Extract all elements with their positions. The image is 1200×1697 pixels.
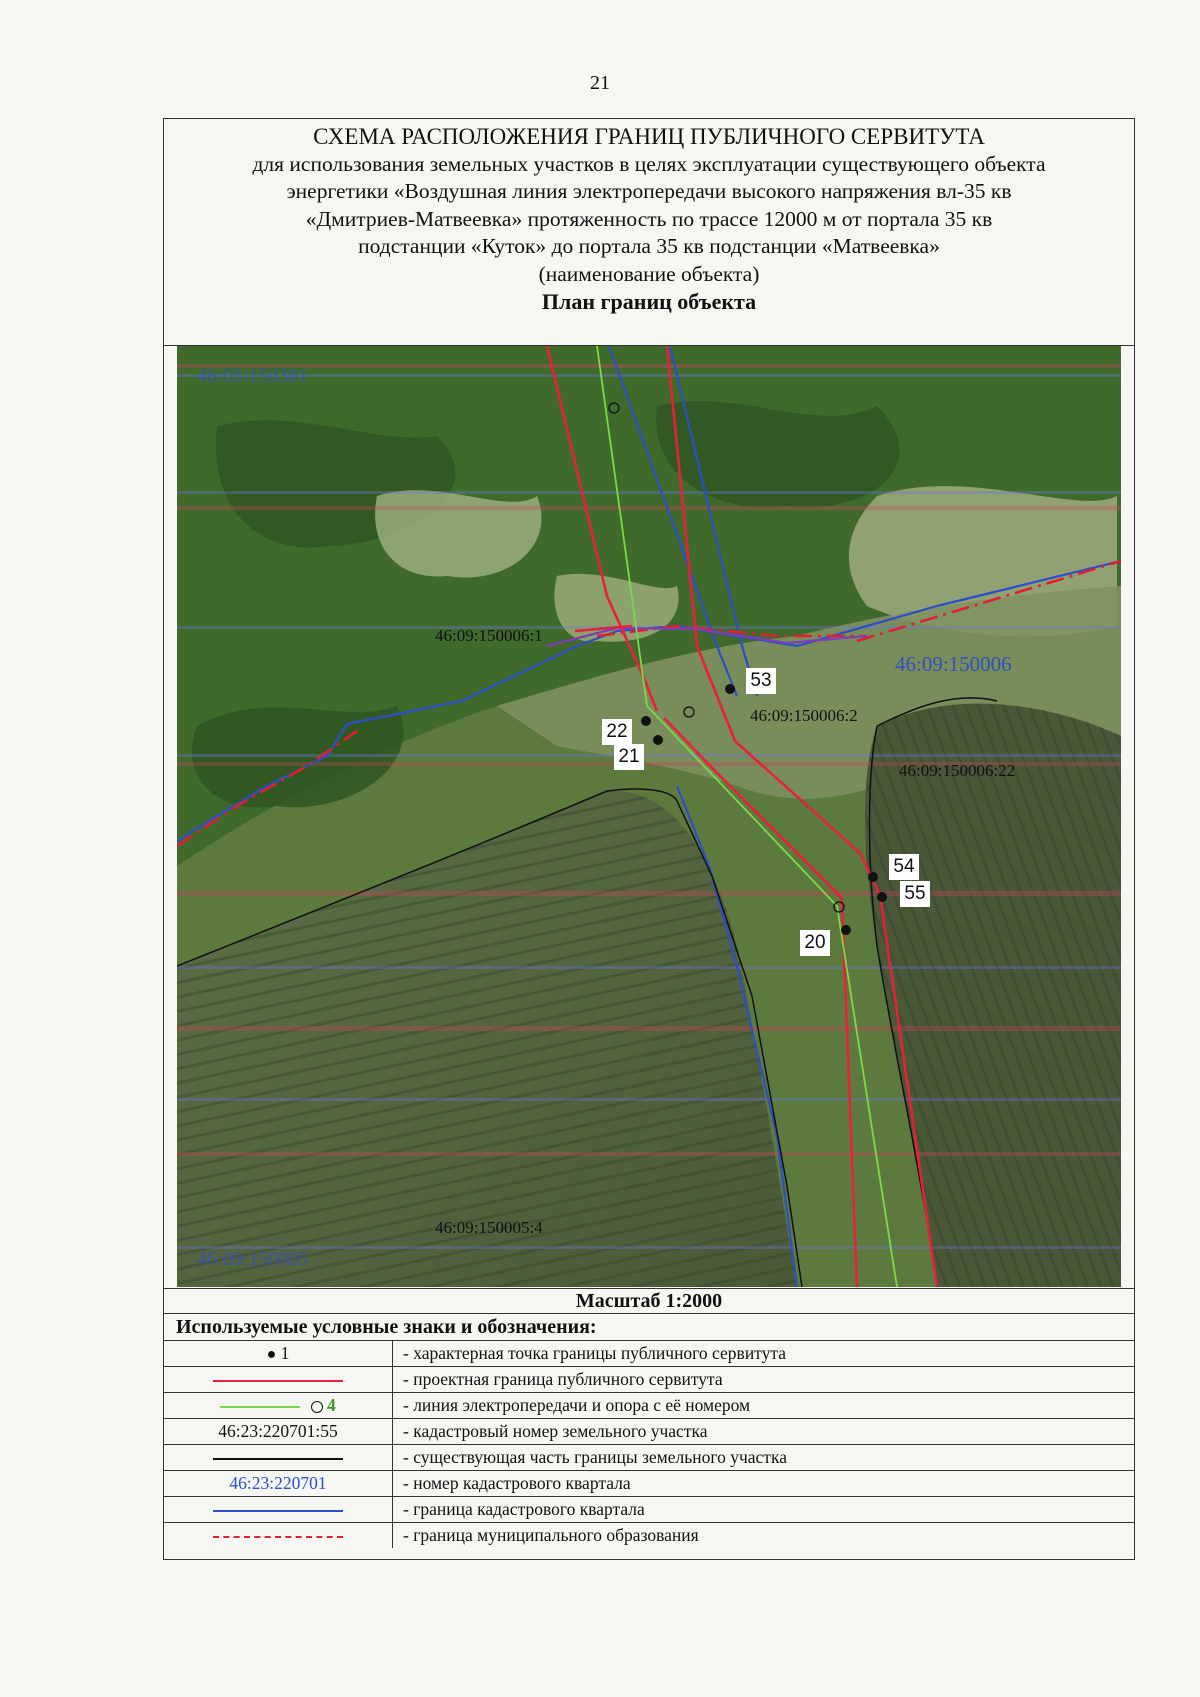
legend-row (164, 1523, 1134, 1549)
legend-description: - кадастровый номер земельного участка (393, 1419, 1135, 1445)
power-pole-icon (311, 1401, 323, 1413)
point-number: 55 (904, 883, 926, 904)
legend-description: - номер кадастрового квартала (393, 1471, 1135, 1497)
schema-header (164, 119, 1134, 346)
schema-frame (163, 118, 1135, 1560)
quarter-label: 46:09:150006 (895, 652, 1012, 676)
quarter-boundary-line-icon (213, 1510, 343, 1512)
parcel-label: 46:09:150006:2 (750, 706, 858, 725)
parcel-boundary-line-icon (213, 1458, 343, 1460)
legend-description: - линия электропередачи и опора с её номером (393, 1393, 1135, 1419)
plan-title: План границ объекта (541, 289, 757, 314)
map-scale: Масштаб 1:2000 (164, 1288, 1134, 1314)
point-number: 20 (804, 932, 826, 953)
legend-symbol-text: 1 (280, 1343, 290, 1363)
legend-symbol-text: 46:23:220701 (164, 1471, 393, 1497)
legend-symbol (164, 1497, 393, 1523)
legend-description: - существующая часть границы земельного участка (393, 1445, 1135, 1471)
page-number: 21 (590, 72, 610, 94)
legend-description: - проектная граница публичного сервитута (393, 1367, 1135, 1393)
point-number: 53 (750, 670, 772, 691)
legend-symbol (164, 1367, 393, 1393)
parcel-label: 46:09:150006:22 (899, 761, 1016, 780)
legend-row (164, 1497, 1134, 1523)
legend-symbol (164, 1445, 393, 1471)
parcel-label: 46:09:150006:1 (435, 626, 543, 645)
object-description-line-3: «Дмитриев-Матвеевка» протяженность по трассе 12000 м от портала 35 кв (305, 206, 993, 231)
map-canvas (177, 346, 1121, 1287)
object-caption: (наименование объекта) (538, 261, 760, 286)
legend-symbol (164, 1393, 393, 1419)
legend-row (164, 1341, 1134, 1367)
quarter-label: 46:05:150301 (197, 365, 309, 387)
point-number: 21 (618, 746, 640, 767)
legend-row (164, 1367, 1134, 1393)
power-line-icon (220, 1406, 300, 1408)
municipal-boundary-line-icon (213, 1536, 343, 1538)
legend-row (164, 1419, 1134, 1445)
legend-row (164, 1393, 1134, 1419)
legend-row (164, 1471, 1134, 1497)
legend-symbol-text: 46:23:220701:55 (164, 1419, 393, 1445)
point-number: 22 (606, 721, 628, 742)
point-marker-icon: ● (266, 1346, 277, 1363)
legend-description: - граница кадастрового квартала (393, 1497, 1135, 1523)
servitude-line-icon (213, 1380, 343, 1382)
legend-symbol (164, 1341, 393, 1367)
legend-symbol (164, 1523, 393, 1549)
legend-title: Используемые условные знаки и обозначения: (164, 1314, 1134, 1341)
parcel-label: 46:09:150005:4 (435, 1218, 543, 1237)
object-description-line-1: для использования земельных участков в целях эксплуатации существующего объекта (252, 151, 1046, 176)
legend-description: - характерная точка границы публичного сервитута (393, 1341, 1135, 1367)
legend-symbol-text: 4 (327, 1395, 336, 1415)
quarter-label: 46:09:150005 (197, 1248, 309, 1270)
schema-title: СХЕМА РАСПОЛОЖЕНИЯ ГРАНИЦ ПУБЛИЧНОГО СЕРВИТУТА (313, 124, 985, 149)
legend-table (164, 1341, 1134, 1548)
legend-row (164, 1445, 1134, 1471)
point-number: 54 (893, 856, 915, 877)
satellite-map (177, 346, 1121, 1287)
legend-description: - граница муниципального образования (403, 1525, 699, 1545)
object-description-line-2: энергетики «Воздушная линия электропередачи высокого напряжения вл-35 кв (286, 179, 1012, 203)
object-description-line-4: подстанции «Куток» до портала 35 кв подстанции «Матвеевка» (358, 234, 940, 258)
